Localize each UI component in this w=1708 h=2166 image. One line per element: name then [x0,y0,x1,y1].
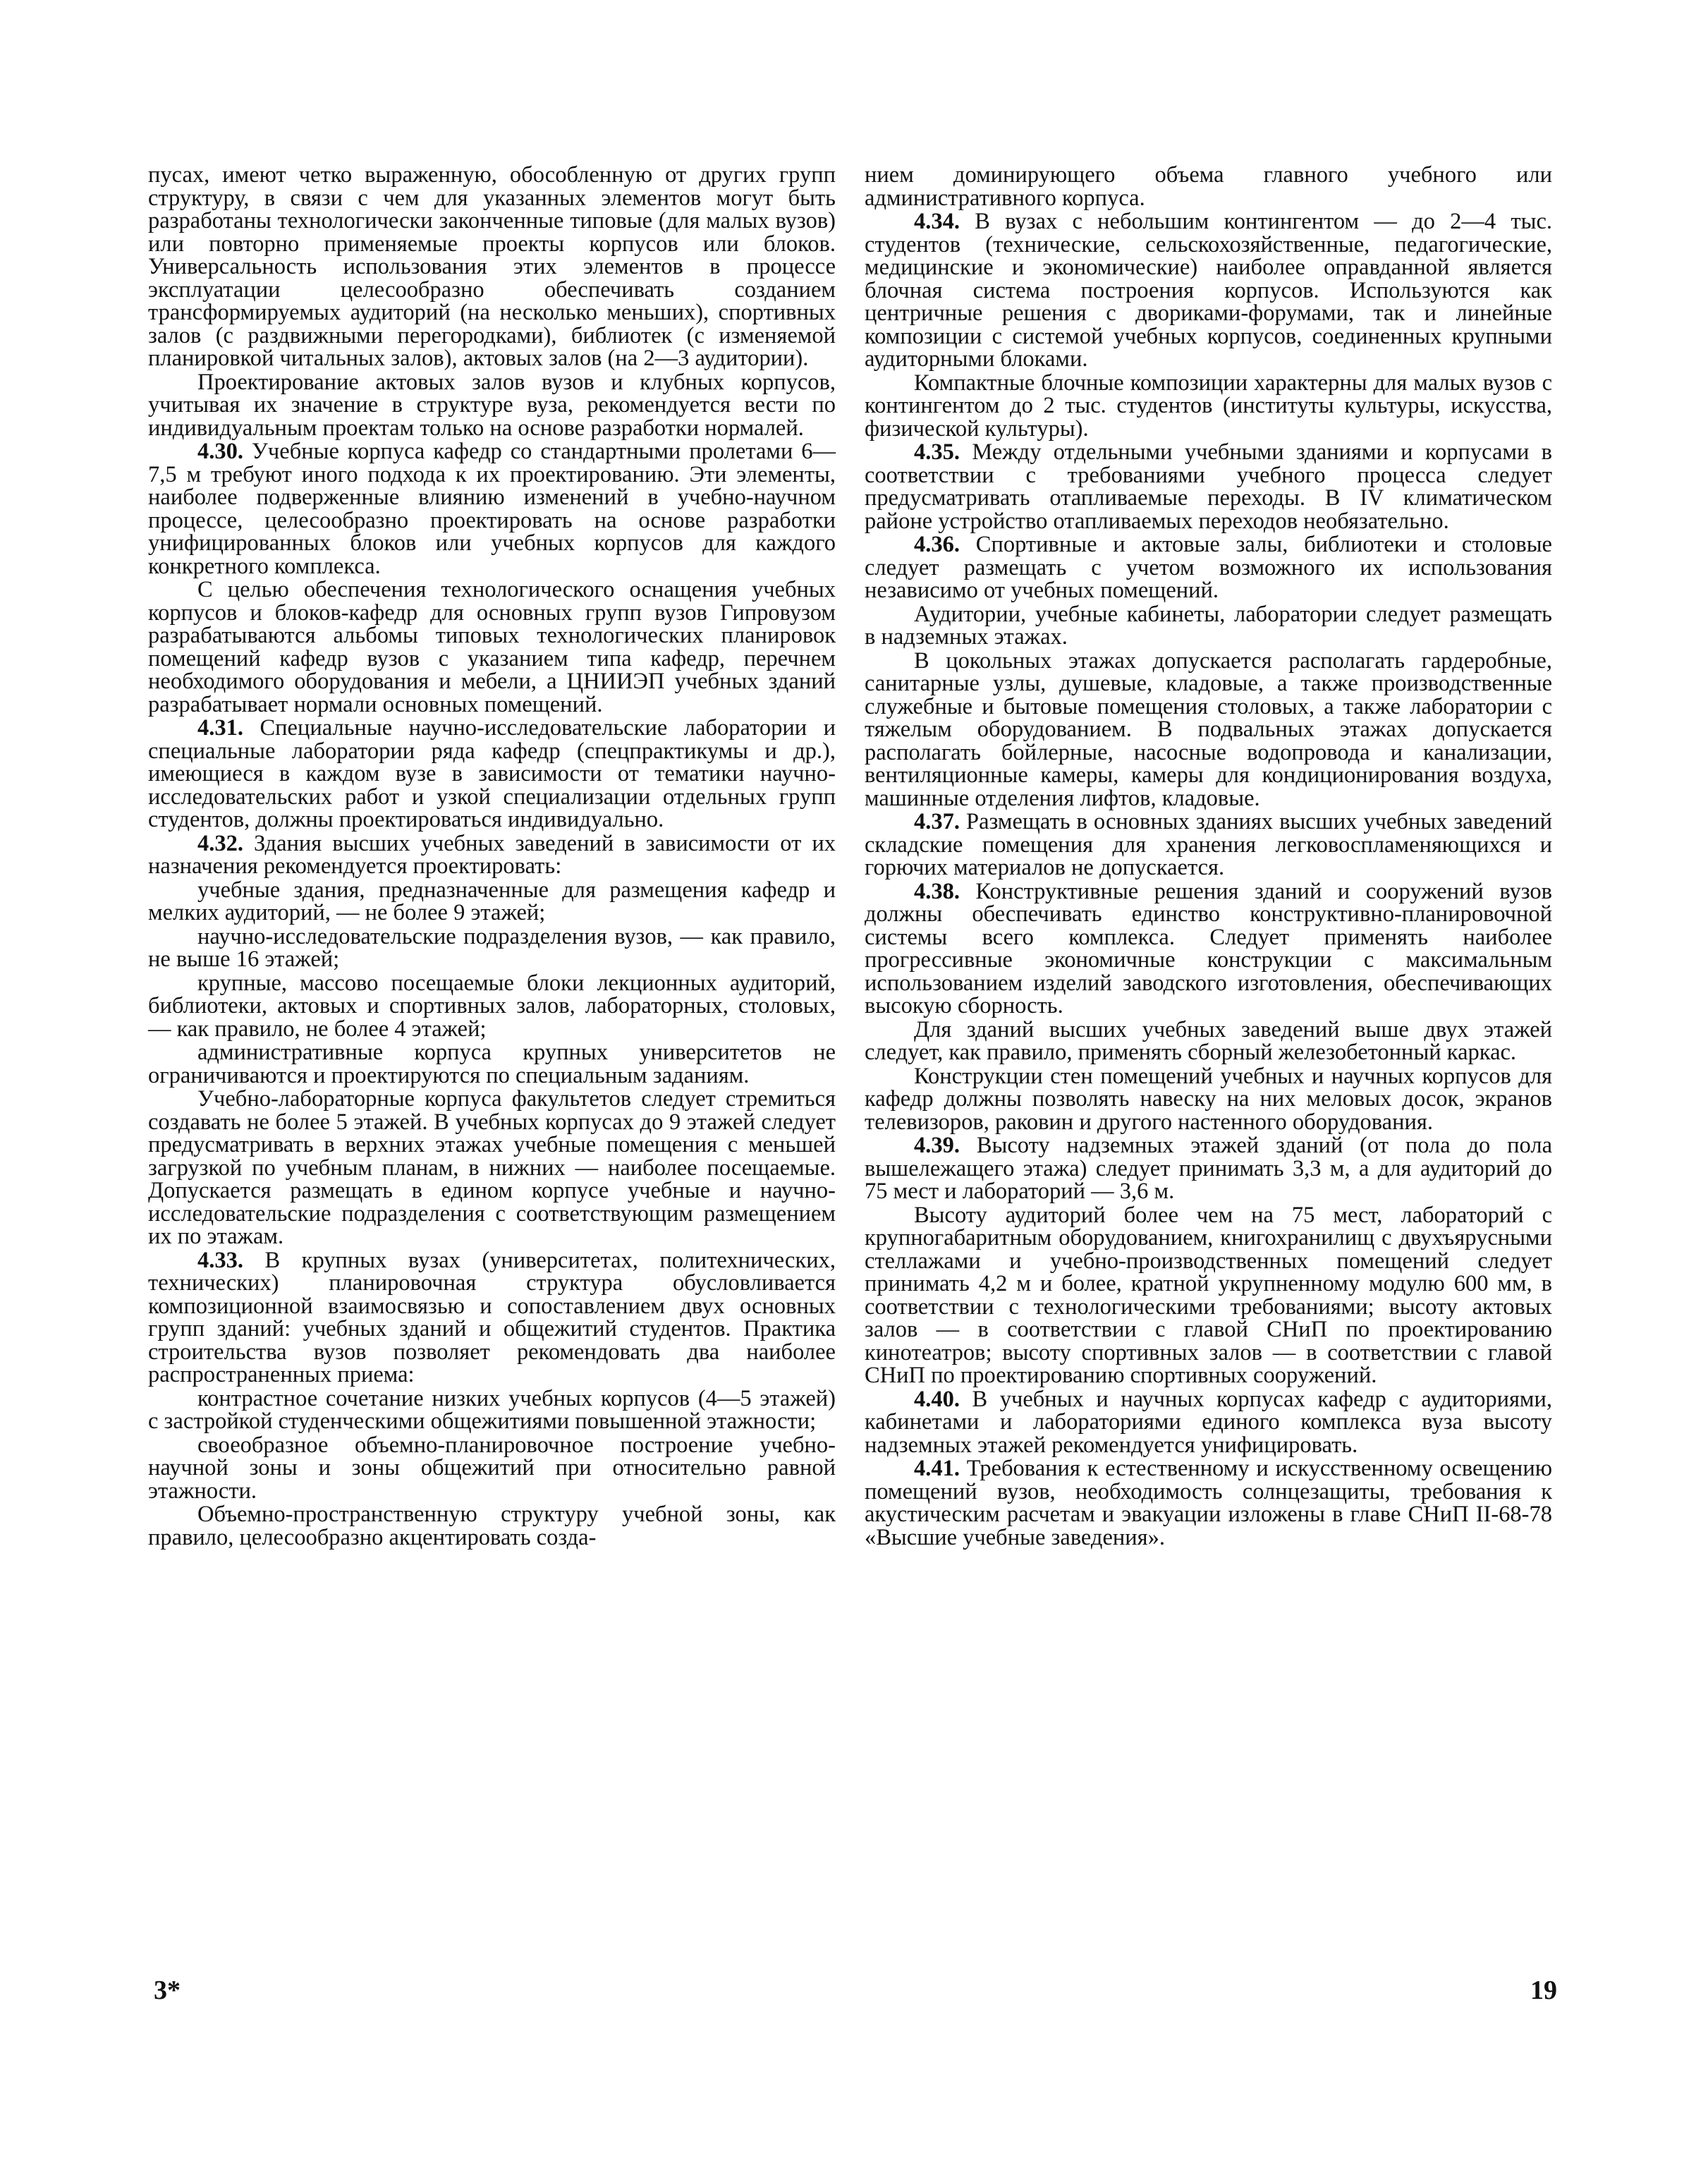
paragraph [148,879,836,925]
paragraph [148,440,836,578]
paragraph-text: Между отдельными учебными зданиями и корпусами в соответствии с требованиями учебного процесса следует предусматривать отапливаемые переходы. В IV климатическом районе устройство отапливаемых переходов необязательно. [865,439,1552,534]
paragraph [865,372,1552,441]
paragraph-text: В цокольных этажах допускается располагать гардеробные, санитарные узлы, душевые, кладовые, а также производственные служебные и бытовые помещения столовых, а также лаборатории с тяжелым оборудованием. В подвальных этажах допускается располагать бойлерные, насосные водопровода и канализации, вентиляционные камеры, камеры для кондиционирования воздуха, машинные отделения лифтов, кладовые. [865,647,1552,811]
paragraph-text: В вузах с небольшим контингентом — до 2—4 тыс. студентов (технические, сельскохозяйственные, педагогические, медицинские и экономические) наиболее оправданной является блочная система построения корпусов. Используются как центричные решения с двориками-форумами, так и линейные композиции с системой учебных корпусов, соединенных крупными аудиторными блоками. [865,209,1552,372]
paragraph [148,1387,836,1433]
paragraph-text: Для зданий высших учебных заведений выше двух этажей следует, как правило, применять сборный железобетонный каркас. [865,1016,1552,1065]
paragraph [148,1434,836,1503]
paragraph-text: научно-исследовательские подразделения вузов, — как правило, не выше 16 этажей; [148,923,836,972]
paragraph [865,210,1552,371]
paragraph [865,810,1552,880]
paragraph [865,164,1552,209]
paragraph-text: крупные, массово посещаемые блоки лекционных аудиторий, библиотеки, актовых и спортивных залов, лабораторных, столовых, — как правило, не более 4 этажей; [148,970,836,1042]
paragraph [148,371,836,440]
paragraph [148,832,836,878]
paragraph [865,1018,1552,1064]
paragraph [865,1457,1552,1549]
section-number: 4.37. [914,809,960,834]
page-number: 19 [1530,1976,1557,2005]
right-text-column [865,164,1552,1549]
section-number: 4.41. [914,1456,960,1481]
paragraph-text: В учебных и научных корпусах кафедр с аудиториями, кабинетами и лабораториями единого комплекса вуза высоту надземных этажей рекомендуется унифицировать. [865,1386,1552,1458]
section-number: 4.38. [914,878,960,904]
section-number: 4.34. [914,209,960,234]
section-number: 4.30. [197,439,243,464]
paragraph [865,1204,1552,1387]
section-number: 4.32. [197,830,243,856]
paragraph-text: Здания высших учебных заведений в зависимости от их назначения рекомендуется проектировать: [148,830,836,879]
paragraph-text: своеобразное объемно-планировочное построение учебно-научной зоны и зоны общежитий при относительно равной этажности. [148,1432,836,1504]
section-number: 4.35. [914,439,960,465]
paragraph-text: Конструкции стен помещений учебных и научных корпусов для кафедр должны позволять навеску на них меловых досок, экранов телевизоров, раковин и другого настенного оборудования. [865,1063,1552,1135]
paragraph-text: пусах, имеют четко выраженную, обособленную от других групп структуру, в связи с чем для указанных элементов могут быть разработаны технологически законченные типовые (для малых вузов) или повторно применяемые проекты корпусов или блоков. Универсальность использования этих элементов в процессе эксплуатации целесообразно обеспечивать созданием трансформируемых аудиторий (на несколько меньших), спортивных залов (с раздвижными перегородками), библиотек (с изменяемой планировкой читальных залов), актовых залов (на 2—3 аудитории). [148,162,836,371]
paragraph [148,1249,836,1387]
paragraph [148,578,836,716]
paragraph [148,925,836,971]
paragraph [148,1503,836,1549]
paragraph-text: Размещать в основных зданиях высших учебных заведений складские помещения для хранения легковоспламеняющихся и горючих материалов не допускается. [865,809,1552,880]
paragraph-text: Высоту аудиторий более чем на 75 мест, лабораторий с крупногабаритным оборудованием, книгохранилищ с двухъярусными стеллажами и учебно-производственных помещений следует принимать 4,2 м и более, кратной укрупненному модулю 600 мм, в соответствии с технологическими требованиями; высоту актовых залов — в соответствии с главой СНиП по проектированию кинотеатров; высоту спортивных залов — в соответствии с главой СНиП по проектированию спортивных сооружений. [865,1202,1552,1388]
signature-mark: 3* [154,1976,181,2005]
paragraph [865,1065,1552,1134]
paragraph [865,533,1552,602]
paragraph [865,880,1552,1018]
paragraph-text: нием доминирующего объема главного учебного или административного корпуса. [865,162,1552,211]
paragraph-text: Учебно-лабораторные корпуса факультетов следует стремиться создавать не более 5 этажей. В учебных корпусах до 9 этажей следует предусматривать в верхних этажах учебные помещения с меньшей загрузкой по учебным планам, в нижних — наиболее посещаемые. Допускается размещать в едином корпусе учебные и научно-исследовательские подразделения с соответствующим размещением их по этажам. [148,1086,836,1249]
paragraph-text: Требования к естественному и искусственному освещению помещений вузов, необходимость солнцезащиты, требования к акустическим расчетам и эвакуации изложены в главе СНиП II-68-78 «Высшие учебные заведения». [865,1456,1552,1550]
section-number: 4.40. [914,1386,960,1412]
section-number: 4.39. [914,1133,960,1158]
paragraph-text: С целью обеспечения технологического оснащения учебных корпусов и блоков-кафедр для основных групп вузов Гипровузом разрабатываются альбомы типовых технологических планировок помещений кафедр вузов с указанием типа кафедр, перечнем необходимого оборудования и мебели, а ЦНИИЭП учебных зданий разрабатывает нормали основных помещений. [148,577,836,717]
paragraph [865,603,1552,649]
paragraph [865,441,1552,533]
paragraph-text: Проектирование актовых залов вузов и клубных корпусов, учитывая их значение в структуре вуза, рекомендуется вести по индивидуальным проектам только на основе разработки нормалей. [148,369,836,441]
section-number: 4.31. [197,715,243,741]
paragraph-text: Специальные научно-исследовательские лаборатории и специальные лаборатории ряда кафедр (спецпрактикумы и др.), имеющиеся в каждом вузе в зависимости от тематики научно-исследовательских работ и узкой специализации отдельных групп студентов, должны проектироваться индивидуально. [148,715,836,832]
paragraph-text: учебные здания, предназначенные для размещения кафедр и мелких аудиторий, — не более 9 этажей; [148,877,836,925]
paragraph [148,1088,836,1248]
paragraph [148,164,836,370]
paragraph-text: Объемно-пространственную структуру учебной зоны, как правило, целесообразно акцентировать созда- [148,1502,836,1550]
paragraph [865,1134,1552,1203]
paragraph-text: Конструктивные решения зданий и сооружений вузов должны обеспечивать единство конструктивно-планировочной системы всего комплекса. Следует применять наиболее прогрессивные экономичные конструкции с максимальным использованием изделий заводского изготовления, обеспечивающих высокую сборность. [865,878,1552,1018]
paragraph-text: В крупных вузах (университетах, политехнических, технических) планировочная структура обусловливается композиционной взаимосвязью и сопоставлением двух основных групп зданий: учебных зданий и общежитий студентов. Практика строительства вузов позволяет рекомендовать два наиболее распространенных приема: [148,1247,836,1387]
paragraph [148,972,836,1041]
section-number: 4.36. [914,532,960,557]
paragraph [148,1041,836,1087]
paragraph-text: административные корпуса крупных университетов не ограничиваются и проектируются по специальным заданиям. [148,1040,836,1088]
paragraph-text: Учебные корпуса кафедр со стандартными пролетами 6—7,5 м требуют иного подхода к их проектированию. Эти элементы, наиболее подверженные влиянию изменений в учебно-научном процессе, целесообразно проектировать на основе разработки унифицированных блоков или учебных корпусов для каждого конкретного комплекса. [148,439,836,579]
paragraph-text: контрастное сочетание низких учебных корпусов (4—5 этажей) с застройкой студенческими общежитиями повышенной этажности; [148,1385,836,1434]
paragraph [865,1388,1552,1457]
paragraph-text: Высоту надземных этажей зданий (от пола до пола вышележащего этажа) следует принимать 3,3 м, а для аудиторий до 75 мест и лабораторий — 3,6 м. [865,1133,1552,1204]
paragraph-text: Компактные блочные композиции характерны для малых вузов с контингентом до 2 тыс. студентов (институты культуры, искусства, физической культуры). [865,370,1552,442]
paragraph-text: Спортивные и актовые залы, библиотеки и столовые следует размещать с учетом возможного их использования независимо от учебных помещений. [865,532,1552,603]
paragraph [865,647,1552,811]
paragraph [148,717,836,832]
paragraph-text: Аудитории, учебные кабинеты, лаборатории следует размещать в надземных этажах. [865,601,1552,650]
section-number: 4.33. [197,1247,243,1273]
left-text-column [148,164,836,1549]
